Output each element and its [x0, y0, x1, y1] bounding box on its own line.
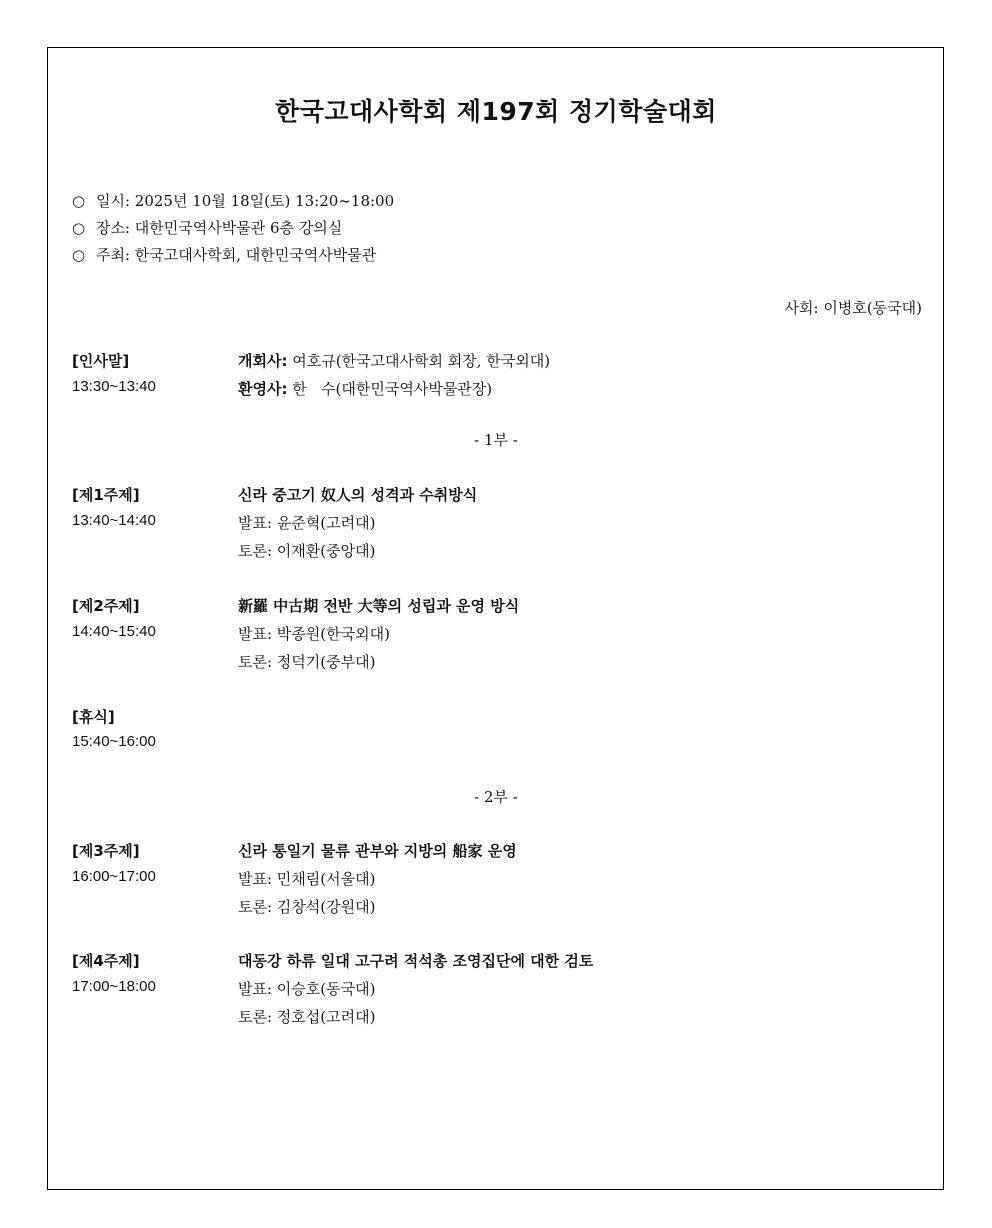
info-host-text: 주최: 한국고대사학회, 대한민국역사박물관 [96, 246, 377, 264]
part1-divider: - 1부 - [474, 431, 518, 449]
topic2-discussant: 토론: 정덕기(중부대) [238, 653, 376, 671]
topic1-presenter: 발표: 윤준혁(고려대) [238, 514, 376, 532]
topic2-time: 14:40~15:40 [72, 623, 156, 640]
circle-bullet-icon: ○ [72, 192, 86, 210]
topic4-title: 대동강 하류 일대 고구려 적석총 조영집단에 대한 검토 [238, 952, 594, 970]
moderator: 사회: 이병호(동국대) [784, 299, 922, 317]
info-date [72, 190, 394, 211]
topic4-time: 17:00~18:00 [72, 978, 156, 995]
info-venue-text: 장소: 대한민국역사박물관 6층 강의실 [96, 219, 343, 237]
opening-role: 개회사: [238, 352, 288, 370]
break-label: [휴식] [72, 708, 115, 726]
topic1-label: [제1주제] [72, 486, 140, 504]
topic1-title: 신라 중고기 奴人의 성격과 수취방식 [238, 486, 478, 504]
page-title: 한국고대사학회 제197회 정기학술대회 [275, 97, 717, 126]
topic1-discussant: 토론: 이재환(중앙대) [238, 542, 376, 560]
welcome-role: 환영사: [238, 380, 288, 398]
welcome-address [238, 378, 492, 399]
topic3-discussant: 토론: 김창석(강원대) [238, 898, 376, 916]
info-host [72, 244, 376, 265]
topic2-presenter: 발표: 박종원(한국외대) [238, 625, 390, 643]
topic3-time: 16:00~17:00 [72, 868, 156, 885]
topic1-time: 13:40~14:40 [72, 512, 156, 529]
info-venue [72, 217, 342, 238]
topic3-presenter: 발표: 민채림(서울대) [238, 870, 376, 888]
topic2-label: [제2주제] [72, 597, 140, 615]
opening-person: 여호규(한국고대사학회 회장, 한국외대) [287, 352, 551, 370]
topic3-label: [제3주제] [72, 842, 140, 860]
break-time: 15:40~16:00 [72, 733, 156, 750]
welcome-person: 한 수(대한민국역사박물관장) [287, 380, 493, 398]
topic4-presenter: 발표: 이승호(동국대) [238, 980, 376, 998]
opening-address [238, 350, 550, 371]
part2-divider: - 2부 - [474, 788, 518, 806]
topic4-discussant: 토론: 정호섭(고려대) [238, 1008, 376, 1026]
greeting-label: [인사말] [72, 352, 130, 370]
topic2-title: 新羅 中古期 전반 大等의 성립과 운영 방식 [238, 597, 520, 615]
topic4-label: [제4주제] [72, 952, 140, 970]
info-date-text: 일시: 2025년 10월 18일(토) 13:20~18:00 [96, 192, 395, 210]
greeting-time: 13:30~13:40 [72, 378, 156, 395]
circle-bullet-icon: ○ [72, 219, 86, 237]
topic3-title: 신라 통일기 물류 관부와 지방의 船家 운영 [238, 842, 517, 860]
circle-bullet-icon: ○ [72, 246, 86, 264]
